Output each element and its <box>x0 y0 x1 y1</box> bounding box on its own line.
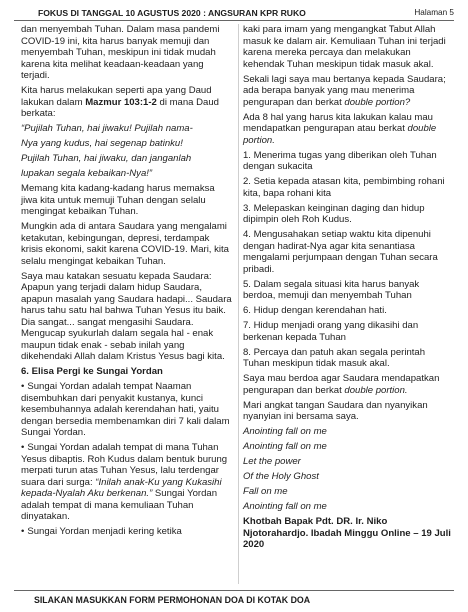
text-span: Ada 8 hal yang harus kita lakukan kalau mau mendapatkan pengurapan atau berkat <box>243 111 433 134</box>
paragraph: Memang kita kadang-kadang harus memaksa jiwa kita untuk memuji Tuhan dengan selalu mengingat kebaikan Tuhan. <box>21 183 215 217</box>
text-span: Sungai Yordan menjadi kering ketika <box>27 526 182 537</box>
list-item: 3. Melepaskan keinginan daging dan hidup dipimpin oleh Roh Kudus. <box>243 202 425 225</box>
paragraph: Saya mau katakan sesuatu kepada Saudara: Apapun yang terjadi dalam hidup Saudara, apapun masalah yang Saudara hadapi... Saudara harus tahu satu hal bahwa Tuhan Yesus itu baik. Dia sangat... sangat mengasihi Saudara. Mengucap syukurlah dalam segala hal - enak maupun tidak enak - sebab inilah yang dikehendaki Allah dalam Kristus Yesus bagi kita. <box>21 270 232 362</box>
song-line: Anointing fall on me <box>243 501 327 512</box>
song-line: Of the Holy Ghost <box>243 471 319 482</box>
list-item: 1. Menerima tugas yang diberikan oleh Tuhan dengan sukacita <box>243 149 437 172</box>
quote-line: Pujilah Tuhan, hai jiwaku, dan janganlah <box>21 153 192 164</box>
scripture-quote <box>21 123 233 180</box>
section-heading: 6. Elisa Pergi ke Sungai Yordan <box>21 366 163 377</box>
page-header <box>14 6 454 20</box>
paragraph <box>243 373 451 396</box>
header-title: FOKUS DI TANGGAL 10 AGUSTUS 2020 : ANGSURAN KPR RUKO <box>38 8 306 18</box>
text-span: Sungai Yordan adalah tempat Naaman disembuhkan dari penyakit kustanya, kunci kesembuhannya adalah kerendahan hati, yaitu dengan bersedia membenamkan diri 7 kali dalam Sungai Yordan. <box>21 381 230 438</box>
sermon-credit: Khotbah Bapak Pdt. DR. Ir. Niko Njotorahardjo. Ibadah Minggu Online – 19 Juli 2020 <box>243 516 451 550</box>
column-divider <box>238 24 239 584</box>
inline-quote: “Inilah anak-Ku yang Kukasihi kepada-Nyalah Aku berkenan.” <box>21 476 222 499</box>
italic-phrase: double portion? <box>344 96 411 108</box>
paragraph: kaki para imam yang mengangkat Tabut Allah masuk ke dalam air. Kemuliaan Tuhan ini terjadi karena mereka percaya dan melakukan kehendak Tuhan meskipun tidak masuk akal. <box>243 24 446 70</box>
quote-line: Nya yang kudus, hai segenap batinku! <box>21 138 183 149</box>
list-item: 4. Mengusahakan setiap waktu kita dipenuhi dengan hadirat-Nya agar kita senantiasa mengalami perjumpaan dengan Tuhan secara pribadi. <box>243 229 438 275</box>
footer-rule <box>14 590 454 591</box>
list-item: 7. Hidup menjadi orang yang dikasihi dan berkenan kepada Tuhan <box>243 320 419 343</box>
list-item: 8. Percaya dan patuh akan segala perintah Tuhan meskipun tidak masuk akal. <box>243 346 426 369</box>
paragraph <box>243 112 451 147</box>
song-line: Let the power <box>243 456 301 467</box>
paragraph: Mari angkat tangan Saudara dan nyanyikan nyanyian ini bersama saya. <box>243 399 428 422</box>
footer-notice: SILAKAN MASUKKAN FORM PERMOHONAN DOA DI KOTAK DOA <box>34 595 311 605</box>
italic-phrase: double portion. <box>243 123 437 146</box>
bullet-item <box>21 381 233 439</box>
list-item: 2. Setia kepada atasan kita, pembimbing rohani kita, bapa rohani kita <box>243 176 445 199</box>
bullet-item <box>21 526 233 538</box>
song-lyrics <box>243 426 451 513</box>
bullet-icon: • <box>21 381 25 392</box>
paragraph <box>21 85 233 120</box>
paragraph <box>243 74 451 109</box>
quote-line: lupakan segala kebaikan-Nya!” <box>21 168 153 179</box>
text-span: Saya mau berdoa agar Saudara mendapatkan pengurapan dan berkat <box>243 373 440 396</box>
header-rule <box>14 20 454 21</box>
bullet-icon: • <box>21 442 25 453</box>
bullet-item <box>21 442 233 523</box>
song-line: Fall on me <box>243 486 288 497</box>
text-span: Sungai Yordan adalah tempat di mana Tuhan Yesus dibaptis. Roh Kudus dalam bentuk burung merpati turun atas Tuhan Yesus, lalu terdengar suara dari surga: <box>21 442 228 488</box>
paragraph: Mungkin ada di antara Saudara yang mengalami ketakutan, kebingungan, depresi, terdampak krisis ekonomi, sakit karena COVID-19. Mari, kita selalu mengingat kebaikan Tuhan. <box>21 221 229 267</box>
quote-line: “Pujilah Tuhan, hai jiwaku! Pujilah nama- <box>21 123 193 134</box>
list-item: 5. Dalam segala situasi kita harus banyak berdoa, memuji dan menyembah Tuhan <box>243 278 420 301</box>
scripture-reference: Mazmur 103:1-2 <box>85 96 157 108</box>
italic-phrase: double portion. <box>344 384 408 396</box>
song-line: Anointing fall on me <box>243 441 327 452</box>
text-span: Sekali lagi saya mau bertanya kepada Saudara; ada berapa banyak yang mau menerima pengurapan dan berkat <box>243 73 446 108</box>
list-item: 6. Hidup dengan kerendahan hati. <box>243 305 387 316</box>
text-span: Sungai Yordan adalah tempat di mana kemuliaan Tuhan dinyatakan. <box>21 488 218 522</box>
song-line: Anointing fall on me <box>243 426 327 437</box>
text-span: Kita harus melakukan seperti apa yang Daud lakukan dalam <box>21 85 212 108</box>
paragraph: dan menyembah Tuhan. Dalam masa pandemi COVID-19 ini, kita harus banyak memuji dan menyembah Tuhan, meskipun ini tidak mudah karena kita melihat keadaan-keadaan yang terjadi. <box>21 24 220 81</box>
right-column <box>243 24 451 554</box>
page-number: Halaman 5 <box>414 8 454 17</box>
text-span: di mana Daud berkata: <box>21 96 219 119</box>
left-column <box>21 24 233 541</box>
bullet-icon: • <box>21 526 25 537</box>
